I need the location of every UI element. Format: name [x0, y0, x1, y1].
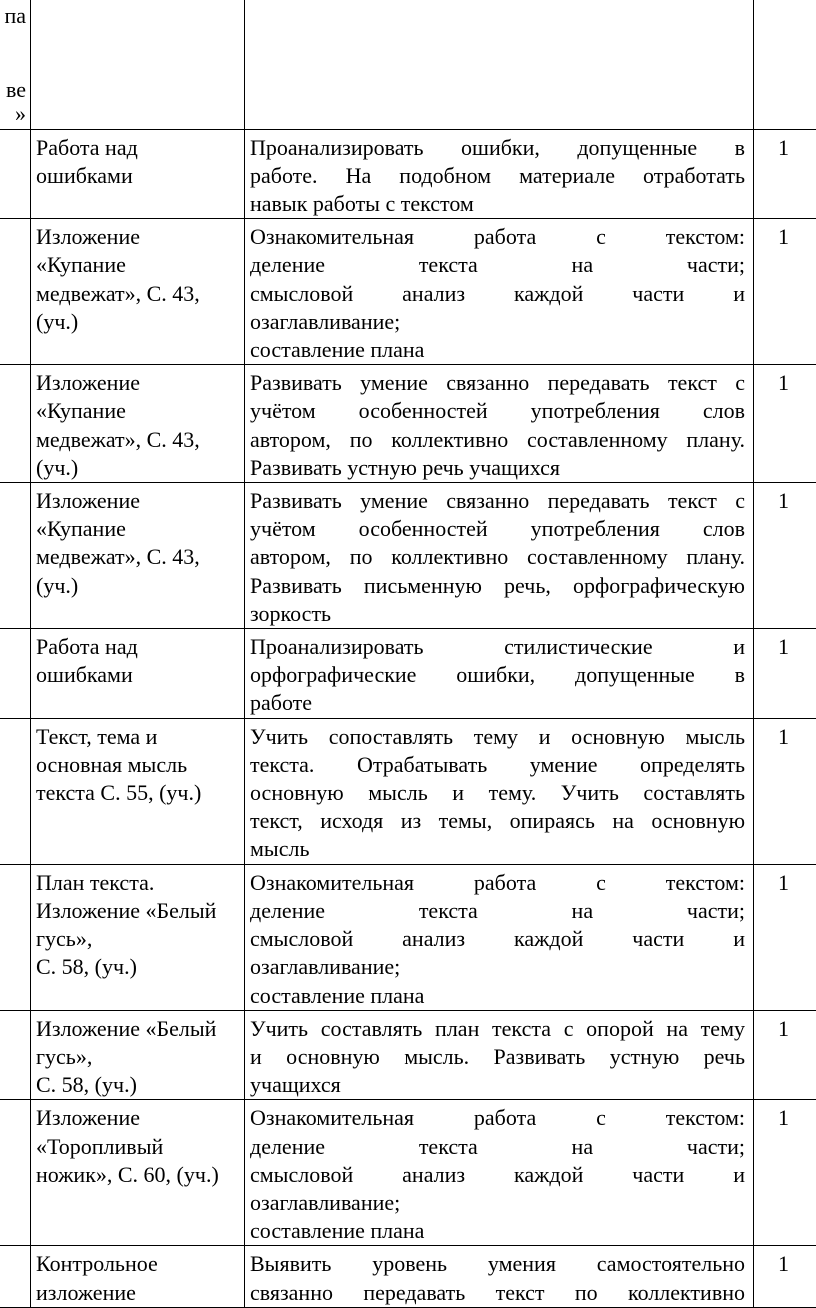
content-line: работе [250, 689, 745, 717]
prev-column-cell [0, 629, 31, 719]
topic-line: гусь», [36, 925, 241, 953]
topic-cell [31, 483, 245, 629]
topic-cell [31, 219, 245, 365]
content-cell [245, 129, 754, 219]
prev-col-fragment: па [0, 2, 30, 30]
topic-line: (уч.) [36, 454, 241, 482]
content-line: Ознакомительная работа с текстом: [250, 223, 745, 251]
content-line: автором, по коллективно составленному плану. [250, 543, 745, 571]
topic-line: медвежат», С. 43, [36, 426, 241, 454]
content-line: смысловой анализ каждой части и [250, 280, 745, 308]
content-line: мысль [250, 835, 745, 863]
hours-cell [754, 365, 816, 483]
content-line: Проанализировать стилистические и [250, 633, 745, 661]
topic-line: Изложение [36, 223, 241, 251]
topic-cell [31, 1246, 245, 1307]
content-line: составление плана [250, 1217, 745, 1245]
topic-line: Изложение «Белый [36, 897, 241, 925]
content-line: зоркость [250, 600, 745, 628]
topic-line: Изложение «Белый [36, 1015, 241, 1043]
prev-column-cell [0, 219, 31, 365]
hours-value: 1 [778, 724, 789, 749]
content-cell [245, 219, 754, 365]
topic-line: С. 58, (уч.) [36, 953, 241, 981]
topic-header-cell [31, 0, 245, 129]
topic-line: Изложение [36, 369, 241, 397]
hours-cell [754, 219, 816, 365]
hours-cell [754, 864, 816, 1010]
topic-line: «Купание [36, 515, 241, 543]
prev-column-cell [0, 1100, 31, 1246]
content-line: и основную мысль. Развивать устную речь [250, 1043, 745, 1071]
content-header-cell [245, 0, 754, 129]
content-cell [245, 483, 754, 629]
content-line: учётом особенностей употребления слов [250, 515, 745, 543]
table-row [0, 129, 816, 219]
hours-cell [754, 1100, 816, 1246]
topic-line: гусь», [36, 1043, 241, 1071]
hours-header-cell [754, 0, 816, 129]
content-line: автором, по коллективно составленному плану. [250, 426, 745, 454]
table-header-row [0, 0, 816, 129]
hours-cell [754, 629, 816, 719]
topic-line: основная мысль [36, 751, 241, 779]
topic-line: ошибками [36, 162, 241, 190]
content-line: Проанализировать ошибки, допущенные в [250, 134, 745, 162]
content-line: Выявить уровень умения самостоятельно [250, 1250, 745, 1278]
table-row [0, 1010, 816, 1100]
content-line: составление плана [250, 336, 745, 364]
content-line: Развивать письменную речь, орфографическую [250, 572, 745, 600]
content-line: смысловой анализ каждой части и [250, 1161, 745, 1189]
topic-line: Работа над [36, 633, 241, 661]
prev-column-cell [0, 718, 31, 864]
content-line: озаглавливание; [250, 308, 745, 336]
hours-value: 1 [778, 870, 789, 895]
content-cell [245, 864, 754, 1010]
prev-column-cell [0, 1010, 31, 1100]
hours-value: 1 [778, 1251, 789, 1276]
content-line: смысловой анализ каждой части и [250, 925, 745, 953]
content-line: Развивать устную речь учащихся [250, 454, 745, 482]
topic-cell [31, 864, 245, 1010]
prev-column-cell [0, 864, 31, 1010]
hours-value: 1 [778, 634, 789, 659]
content-line: текста. Отрабатывать умение определять [250, 751, 745, 779]
content-line: основную мысль и тему. Учить составлять [250, 779, 745, 807]
topic-line: (уч.) [36, 308, 241, 336]
content-line: озаглавливание; [250, 953, 745, 981]
hours-value: 1 [778, 135, 789, 160]
hours-value: 1 [778, 224, 789, 249]
content-line: деление текста на части; [250, 897, 745, 925]
topic-line: медвежат», С. 43, [36, 280, 241, 308]
prev-column-cell [0, 1246, 31, 1307]
content-cell [245, 718, 754, 864]
content-line: деление текста на части; [250, 251, 745, 279]
content-line: Учить сопоставлять тему и основную мысль [250, 723, 745, 751]
content-line: учащихся [250, 1071, 745, 1099]
content-line: работе. На подобном материале отработать [250, 162, 745, 190]
hours-cell [754, 1010, 816, 1100]
topic-line: ошибками [36, 661, 241, 689]
content-line: деление текста на части; [250, 1133, 745, 1161]
content-line: орфографические ошибки, допущенные в [250, 661, 745, 689]
table-row [0, 483, 816, 629]
hours-cell [754, 1246, 816, 1307]
topic-line: текста С. 55, (уч.) [36, 779, 241, 807]
topic-cell [31, 718, 245, 864]
topic-cell [31, 365, 245, 483]
table-row [0, 365, 816, 483]
content-line: Развивать умение связанно передавать текст с [250, 487, 745, 515]
content-cell [245, 365, 754, 483]
table-row [0, 219, 816, 365]
hours-value: 1 [778, 1016, 789, 1041]
content-line: Ознакомительная работа с текстом: [250, 869, 745, 897]
topic-cell [31, 1010, 245, 1100]
content-line: Ознакомительная работа с текстом: [250, 1104, 745, 1132]
prev-column-cell [0, 129, 31, 219]
topic-line: медвежат», С. 43, [36, 543, 241, 571]
content-line: связанно передавать текст по коллективно [250, 1279, 745, 1307]
table-row [0, 1100, 816, 1246]
table-row [0, 864, 816, 1010]
topic-line: План текста. [36, 869, 241, 897]
hours-value: 1 [778, 1105, 789, 1130]
content-line: текст, исходя из темы, опираясь на основную [250, 807, 745, 835]
table-row [0, 718, 816, 864]
topic-line: Изложение [36, 1104, 241, 1132]
prev-col-fragment: » [0, 100, 30, 128]
hours-cell [754, 483, 816, 629]
topic-cell [31, 629, 245, 719]
content-line: озаглавливание; [250, 1189, 745, 1217]
topic-line: изложение [36, 1279, 241, 1307]
content-line: Учить составлять план текста с опорой на тему [250, 1015, 745, 1043]
topic-cell [31, 1100, 245, 1246]
prev-column-cell [0, 483, 31, 629]
table-row [0, 629, 816, 719]
topic-line: «Купание [36, 397, 241, 425]
topic-line: Контрольное [36, 1250, 241, 1278]
topic-line: (уч.) [36, 572, 241, 600]
content-line: составление плана [250, 982, 745, 1010]
table-row [0, 1246, 816, 1307]
hours-cell [754, 129, 816, 219]
content-cell [245, 1100, 754, 1246]
hours-value: 1 [778, 370, 789, 395]
topic-line: Работа над [36, 134, 241, 162]
topic-line: Текст, тема и [36, 723, 241, 751]
topic-cell [31, 129, 245, 219]
hours-value: 1 [778, 488, 789, 513]
prev-column-cell [0, 365, 31, 483]
hours-cell [754, 718, 816, 864]
topic-line: С. 58, (уч.) [36, 1071, 241, 1099]
topic-line: «Торопливый [36, 1133, 241, 1161]
content-cell [245, 1246, 754, 1307]
topic-line: ножик», С. 60, (уч.) [36, 1161, 241, 1189]
prev-col-fragment [0, 30, 30, 58]
topic-line: Изложение [36, 487, 241, 515]
prev-column-cell [0, 0, 31, 129]
prev-col-fragment: ве [0, 76, 30, 104]
topic-line: «Купание [36, 251, 241, 279]
content-line: учётом особенностей употребления слов [250, 397, 745, 425]
content-cell [245, 1010, 754, 1100]
content-cell [245, 629, 754, 719]
content-line: Развивать умение связанно передавать текст с [250, 369, 745, 397]
content-line: навык работы с текстом [250, 190, 745, 218]
